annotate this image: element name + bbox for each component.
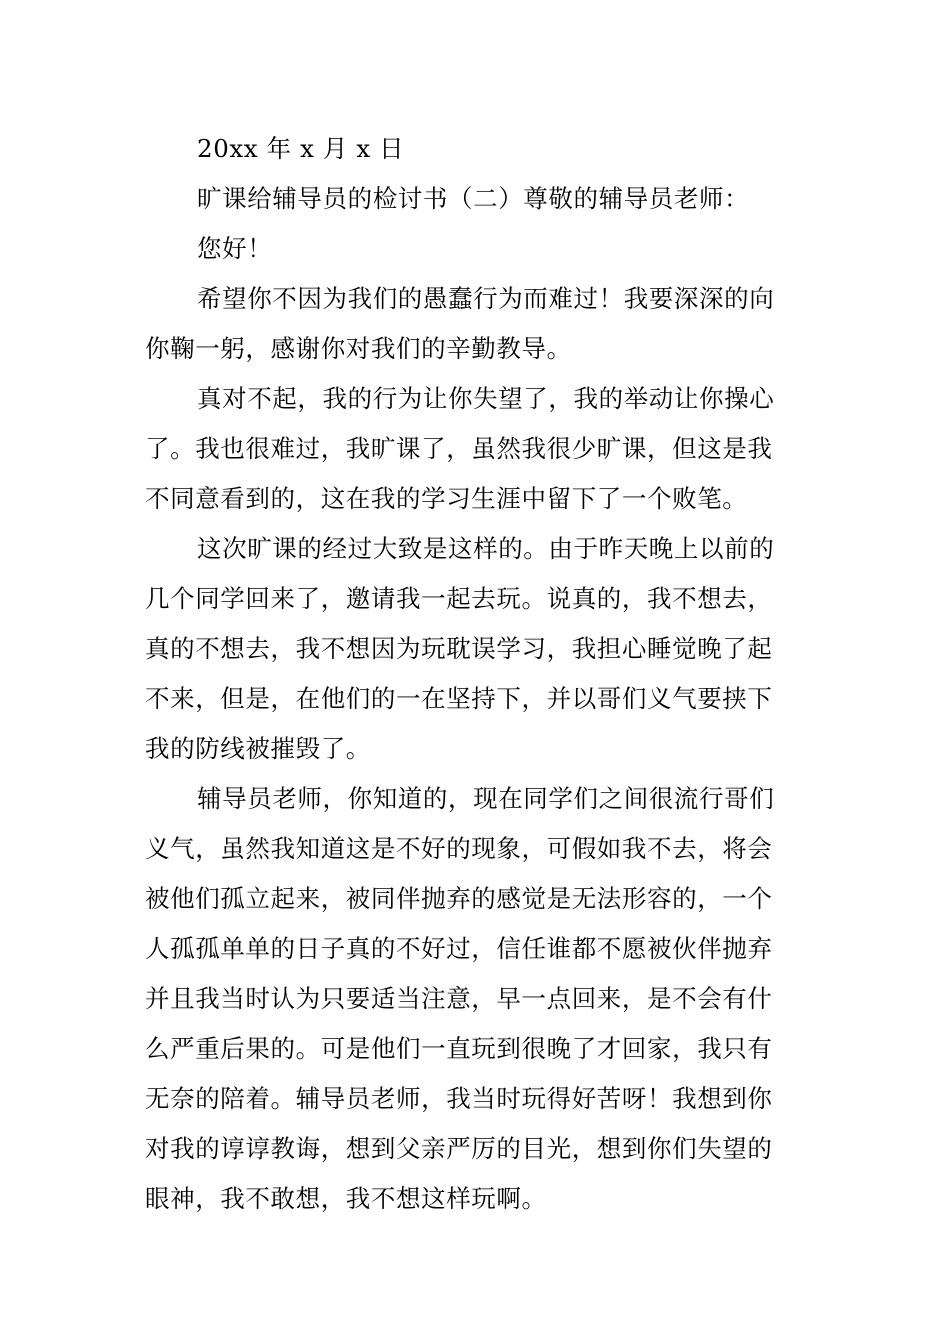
paragraph-line: 么严重后果的。可是他们一直玩到很晚了才回家，我只有	[145, 1034, 773, 1063]
paragraph-line: 不同意看到的，这在我的学习生涯中留下了一个败笔。	[145, 484, 748, 513]
paragraph-line: 对我的谆谆教诲，想到父亲严厉的目光，想到你们失望的	[145, 1134, 773, 1163]
paragraph-4	[145, 774, 807, 1224]
paragraph-line: 几个同学回来了，邀请我一起去玩。说真的，我不想去，	[145, 584, 773, 613]
paragraph-line: 人孤孤单单的日子真的不好过，信任谁都不愿被伙伴抛弃	[145, 934, 773, 963]
paragraph-line: 真对不起，我的行为让你失望了，我的举动让你操心	[197, 384, 775, 413]
paragraph-line: 你鞠一躬，感谢你对我们的辛勤教导。	[145, 334, 572, 363]
date-line: 20xx 年 x 月 x 日	[197, 134, 405, 163]
paragraph-3	[145, 524, 807, 774]
paragraph-line: 我的防线被摧毁了。	[145, 734, 371, 763]
paragraph-line: 无奈的陪着。辅导员老师，我当时玩得好苦呀！我想到你	[145, 1084, 773, 1113]
greeting-line: 您好！	[197, 234, 273, 263]
paragraph-2	[145, 374, 807, 524]
paragraph-line: 眼神，我不敢想，我不想这样玩啊。	[145, 1184, 547, 1213]
title-line: 旷课给辅导员的检讨书（二）尊敬的辅导员老师：	[197, 184, 750, 213]
paragraph-line: 并且我当时认为只要适当注意，早一点回来，是不会有什	[145, 984, 773, 1013]
paragraph-line: 希望你不因为我们的愚蠢行为而难过！我要深深的向	[197, 284, 775, 313]
paragraph-line: 不来，但是，在他们的一在坚持下，并以哥们义气要挟下	[145, 684, 773, 713]
paragraph-1	[145, 274, 807, 374]
paragraph-line: 辅导员老师，你知道的，现在同学们之间很流行哥们	[197, 784, 775, 813]
document-body	[145, 124, 807, 1224]
paragraph-line: 义气，虽然我知道这是不好的现象，可假如我不去，将会	[145, 834, 773, 863]
paragraph-line: 了。我也很难过，我旷课了，虽然我很少旷课，但这是我	[145, 434, 773, 463]
paragraph-line: 被他们孤立起来，被同伴抛弃的感觉是无法形容的，一个	[145, 884, 773, 913]
paragraph-line: 这次旷课的经过大致是这样的。由于昨天晚上以前的	[197, 534, 775, 563]
paragraph-line: 真的不想去，我不想因为玩耽误学习，我担心睡觉晚了起	[145, 634, 773, 663]
